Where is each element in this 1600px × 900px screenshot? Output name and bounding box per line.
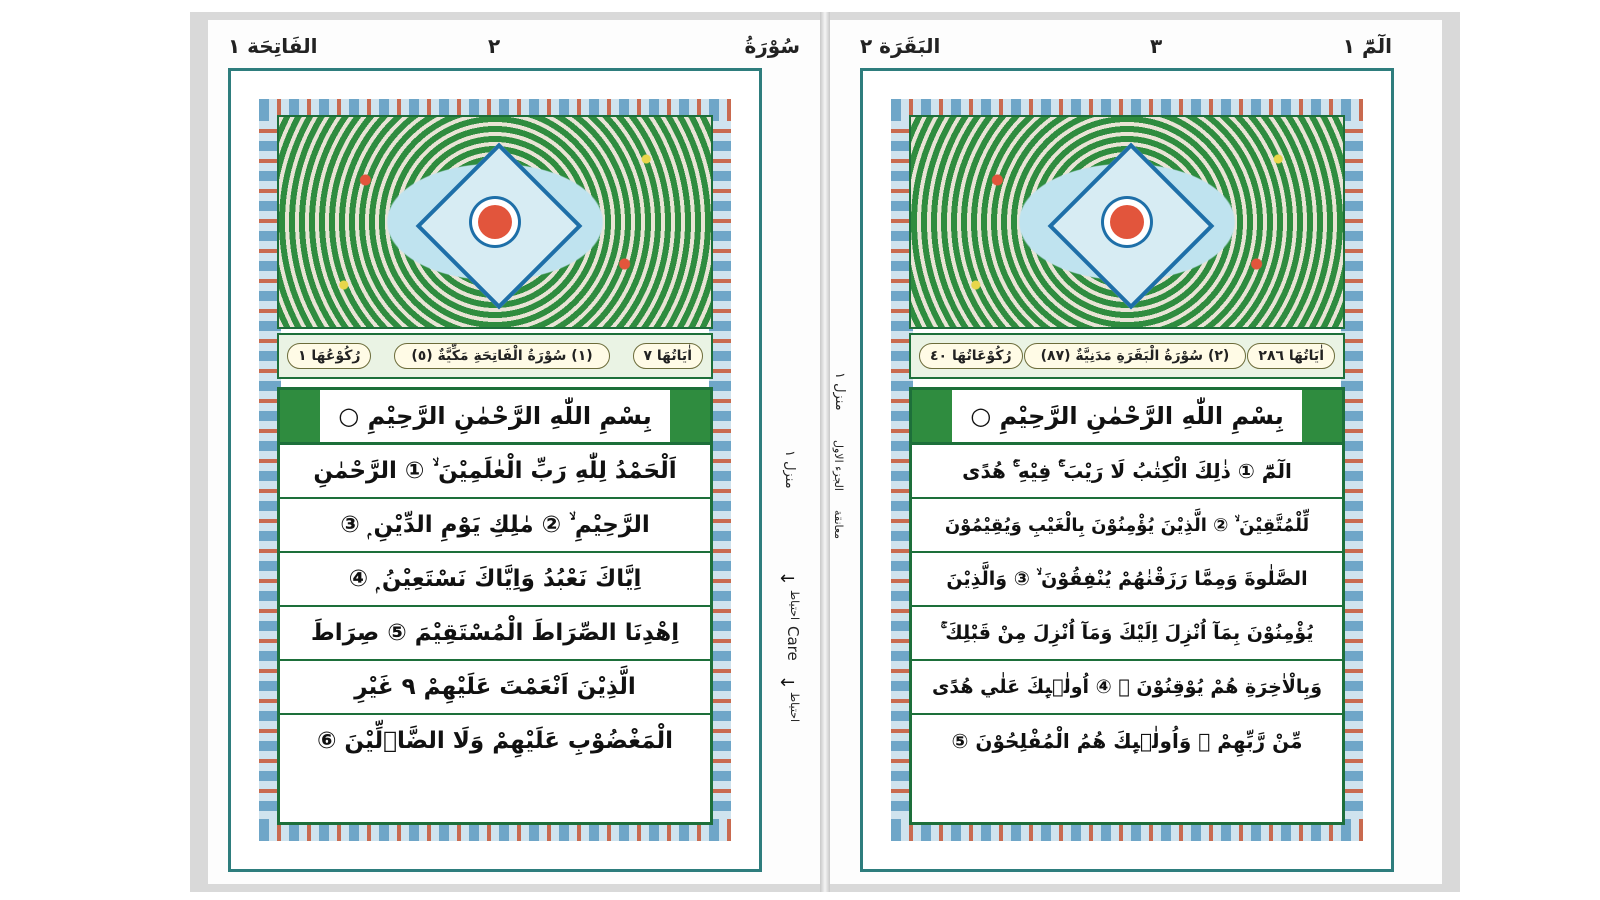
verse-line: اِهْدِنَا الصِّرَاطَ الْمُسْتَقِيْمَ ⑤ صِرَاطَ	[280, 607, 710, 661]
open-book	[190, 12, 1460, 892]
right-header-surah: البَقَرَة ٢	[860, 34, 941, 58]
bismillah: بِسْمِ اللّٰهِ الرَّحْمٰنِ الرَّحِيْمِ ○	[960, 402, 1293, 430]
left-page-header	[228, 30, 800, 66]
verse-line: وَبِالْاٰخِرَةِ ھُمْ يُوْقِنُوْنَ ۭ ④ اُولٰۗىِٕكَ عَلٰي ھُدًى	[912, 661, 1342, 715]
right-page	[830, 20, 1442, 884]
margin-ihtiyat-1: احتیاط	[788, 590, 801, 621]
verse-lines	[912, 445, 1342, 767]
ayat-count: اٰيَاتُهَا ٧	[633, 343, 704, 369]
surah-banner	[909, 333, 1345, 379]
ruku-count: رُكُوْعُهَا ١	[287, 343, 371, 369]
left-page-frame	[228, 68, 762, 872]
ruku-count: رُكُوْعَاتُهَا ٤٠	[919, 343, 1023, 369]
margin-manzil-left: منزل ١	[782, 450, 797, 489]
verse-text-box	[909, 387, 1345, 825]
illumination-panel	[909, 115, 1345, 329]
verse-line: مِّنْ رَّبِّهِمْ ۤ وَاُولٰۗىِٕكَ ھُمُ الْمُفْلِحُوْنَ ⑤	[951, 729, 1303, 753]
verse-line: اَلْحَمْدُ لِلّٰهِ رَبِّ الْعٰلَمِيْنَ ۙ ① الرَّحْمٰنِ	[280, 445, 710, 499]
verse-line: الْمَغْضُوْبِ عَلَيْهِمْ وَلَا الضَّاۗلِّيْنَ ⑥	[316, 728, 674, 754]
verse-lines	[280, 445, 710, 767]
margin-muanaqa: معانقة	[832, 510, 845, 540]
rosette-icon	[478, 205, 512, 239]
verse-line: الٓمّٓ ① ذٰلِكَ الْكِتٰبُ لَا رَيْبَ ۚۛ فِيْهِ ۚۛ ھُدًى	[912, 445, 1342, 499]
left-page-number: ٢	[488, 34, 501, 58]
book-spine	[820, 12, 830, 892]
right-page-frame	[860, 68, 1394, 872]
surah-name-cartouche: (١) سُوْرَةُ الْفَاتِحَةِ مَكِّيَّةٌ (٥)	[394, 343, 609, 369]
surah-name-cartouche: (٢) سُوْرَةُ الْبَقَرَةِ مَدَنِيَّةٌ (٨٧)	[1024, 343, 1247, 369]
verse-text-box	[277, 387, 713, 825]
margin-juz: الجزء الاول	[832, 440, 845, 491]
right-header-juz: الٓمّٓ ١	[1342, 34, 1392, 58]
verse-line: الَّذِيْنَ اَنْعَمْتَ عَلَيْهِمْ ۹ غَيْرِ	[280, 661, 710, 715]
margin-manzil-right: منزل ١	[832, 372, 847, 411]
left-header-title: سُوْرَةُ	[744, 34, 800, 58]
bismillah-row	[912, 390, 1342, 445]
bismillah-row	[280, 390, 710, 445]
arrow-left-icon: ←	[780, 568, 796, 589]
right-page-header	[850, 30, 1422, 66]
rosette-icon	[1110, 205, 1144, 239]
bismillah: بِسْمِ اللّٰهِ الرَّحْمٰنِ الرَّحِيْمِ ○	[328, 402, 661, 430]
margin-ihtiyat-2: احتیاط	[788, 692, 801, 723]
left-page	[208, 20, 820, 884]
illumination-panel	[277, 115, 713, 329]
verse-line: لِّلْمُتَّقِيْنَ ۙ ② الَّذِيْنَ يُؤْمِنُوْنَ بِالْغَيْبِ وَيُقِيْمُوْنَ	[912, 499, 1342, 553]
left-header-surah: الفَاتِحَة ١	[228, 34, 318, 58]
ayat-count: اٰيَاتُهَا ٢٨٦	[1247, 343, 1335, 369]
verse-line: يُؤْمِنُوْنَ بِمَآ اُنْزِلَ اِلَيْكَ وَمَآ اُنْزِلَ مِنْ قَبْلِكَ ۚ	[912, 607, 1342, 661]
right-page-number: ٣	[1150, 34, 1163, 58]
arrow-left-icon: ←	[780, 672, 796, 693]
surah-banner	[277, 333, 713, 379]
verse-line: الرَّحِيْمِ ۙ ② مٰلِكِ يَوْمِ الدِّيْنِ ۭ ③	[280, 499, 710, 553]
verse-line: اِيَّاكَ نَعْبُدُ وَاِيَّاكَ نَسْتَعِيْنُ ۭ ④	[280, 553, 710, 607]
margin-care: Care	[784, 626, 802, 661]
verse-line: الصَّلٰوةَ وَمِمَّا رَزَقْنٰھُمْ يُنْفِقُوْنَ ۙ ③ وَالَّذِيْنَ	[912, 553, 1342, 607]
